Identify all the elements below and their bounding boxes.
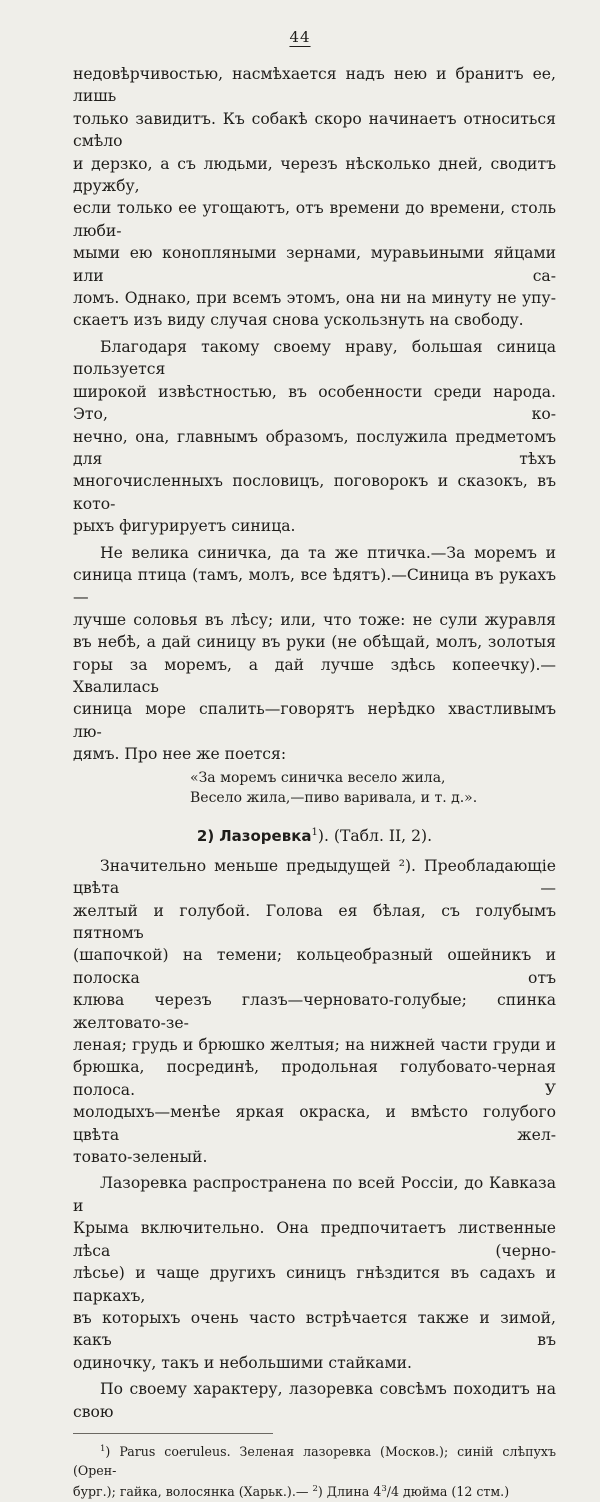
- paragraph-2: [73, 336, 556, 538]
- text-line: молодыхъ—менѣе яркая окраска, и вмѣсто голубого цвѣта жел-: [73, 1103, 556, 1144]
- paragraph-1: [73, 63, 556, 332]
- text-line: желтый и голубой. Голова ея бѣлая, съ голубымъ пятномъ: [73, 901, 556, 942]
- text-line: дямъ. Про нее же поется:: [73, 745, 287, 764]
- text-line: Благодаря такому своему нраву, большая синица пользуется: [73, 337, 556, 379]
- page-number: 44: [289, 28, 311, 46]
- text-line: горы за моремъ, а дай лучше здѣсь копеечку).—Хвалилась: [73, 655, 556, 696]
- text-line: Лазоревка распространена по всей Россіи, до Кавказа и: [73, 1174, 556, 1215]
- bleed-through-shadow: [230, 862, 390, 902]
- text-line: только завидитъ. Къ собакѣ скоро начинаетъ относиться смѣло: [73, 109, 556, 151]
- footnote-line: [73, 1440, 556, 1480]
- paragraph-6: [73, 1378, 556, 1423]
- section-heading: [73, 822, 556, 847]
- text-line: мыми ею конопляными зернами, муравьиными яйцами или са-: [73, 244, 556, 285]
- fraction-numerator: 3: [381, 1483, 387, 1494]
- footnote-text: бург.); гайка, волосянка (Харьк.).—: [73, 1484, 313, 1500]
- footnote-text: ) Длина 4: [317, 1484, 382, 1500]
- text-line: скаетъ изъ виду случая снова ускользнуть на свободу.: [73, 311, 524, 330]
- text-line: ломъ. Однако, при всемъ этомъ, она ни на минуту не упу-: [73, 289, 556, 308]
- text-line: одиночку, такъ и небольшими стайками.: [73, 1353, 412, 1372]
- paragraph-5: [73, 1172, 556, 1374]
- footnote-ref: 1: [311, 826, 318, 838]
- text-line: широкой извѣстностью, въ особенности среди народа. Это, ко-: [73, 382, 556, 424]
- footnote-marker: 2: [312, 1483, 318, 1494]
- text-line: въ которыхъ очень часто встрѣчается также и зимой, какъ въ: [73, 1308, 556, 1350]
- footnote-text: /4 дюйма (12 стм.): [386, 1484, 510, 1500]
- footnote-marker: 1: [100, 1443, 106, 1454]
- footnote-line: [73, 1480, 556, 1502]
- footnote-divider: [73, 1433, 273, 1434]
- text-line: лучше соловья въ лѣсу; или, что тоже: не сули журавля: [73, 610, 556, 629]
- main-text: [73, 63, 556, 1502]
- section-suffix: ). (Табл. II, 2).: [317, 826, 433, 845]
- text-line: товато-зеленый.: [73, 1148, 208, 1167]
- quote-line: Весело жила,—пиво варивала, и т. д.».: [190, 789, 478, 806]
- quote-line: «За моремъ синичка весело жила,: [190, 769, 446, 786]
- text-line: По своему характеру, лазоревка совсѣмъ походитъ на свою: [73, 1380, 556, 1421]
- text-line: лѣсье) и чаще другихъ синицъ гнѣздится въ садахъ и паркахъ,: [73, 1264, 556, 1305]
- section-number: 2): [196, 826, 215, 845]
- text-line: леная; грудь и брюшко желтыя; на нижней части груди и: [73, 1036, 556, 1055]
- text-line: многочисленныхъ пословицъ, поговорокъ и сказокъ, въ кото-: [73, 472, 556, 513]
- text-line: недовѣрчивостью, насмѣхается надъ нею и бранитъ ее, лишь: [73, 65, 556, 106]
- text-line: брюшка, посрединѣ, продольная голубовато-черная полоса. У: [73, 1058, 556, 1099]
- text-line: клюва черезъ глазъ—черновато-голубые; спинка желтовато-зе-: [73, 991, 556, 1032]
- text-line: Значительно меньше предыдущей ²). Преобладающіе цвѣта —: [73, 856, 556, 898]
- text-line: синица море спалить—говорятъ нерѣдко хвастливымъ лю-: [73, 700, 556, 741]
- text-line: если только ее угощаютъ, отъ времени до времени, столь люби-: [73, 199, 556, 240]
- text-line: синица птица (тамъ, молъ, все ѣдятъ).—Синица въ рукахъ—: [73, 565, 556, 607]
- text-line: рыхъ фигурируетъ синица.: [73, 517, 296, 536]
- footnote-text: ) Parus coeruleus. Зеленая лазоревка (Москов.); синій слѣпухъ (Орен-: [73, 1444, 556, 1478]
- text-line: Не велика синичка, да та же птичка.—За моремъ и: [100, 543, 556, 562]
- section-title: Лазоревка: [219, 826, 312, 845]
- text-line: въ небѣ, а дай синицу въ руки (не обѣщай, молъ, золотыя: [73, 633, 556, 652]
- text-line: нечно, она, главнымъ образомъ, послужила предметомъ для тѣхъ: [73, 427, 556, 468]
- text-line: Крыма включительно. Она предпочитаетъ лиственные лѣса (черно-: [73, 1219, 556, 1260]
- paragraph-3: [73, 542, 556, 766]
- text-line: (шапочкой) на темени; кольцеобразный ошейникъ и полоска отъ: [73, 946, 556, 987]
- footnotes: [73, 1440, 556, 1502]
- text-line: и дерзко, а съ людьми, черезъ нѣсколько дней, сводитъ дружбу,: [73, 154, 556, 196]
- song-quote: [190, 768, 556, 808]
